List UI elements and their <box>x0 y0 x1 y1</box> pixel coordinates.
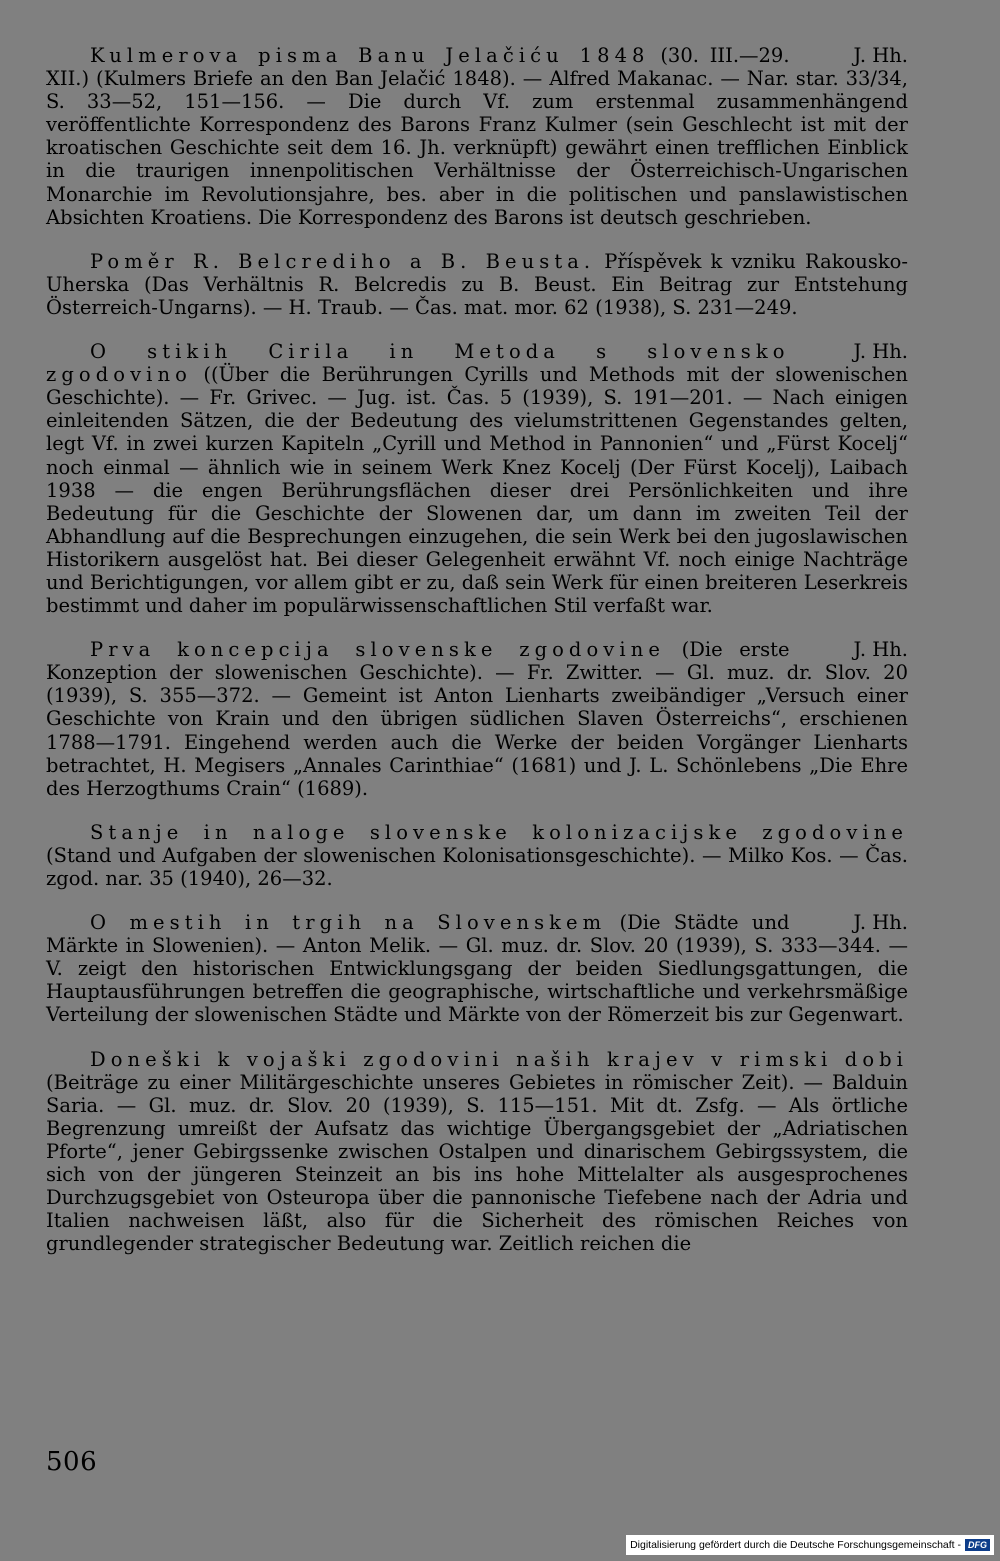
bibliography-entry-5 <box>46 821 908 890</box>
digitization-footer <box>626 1535 994 1555</box>
entry-paragraph <box>46 44 908 229</box>
page-number: 506 <box>46 1447 98 1477</box>
bibliography-entry-3 <box>46 340 908 617</box>
entry-signature: J. Hh. <box>853 340 908 364</box>
footer-text: Digitalisierung gefördert durch die Deutsche Forschungsgemeinschaft - <box>630 1539 961 1551</box>
entry-body: (30. III.—29. XII.) (Kulmers Briefe an den Ban Jelačić 1848). — Alfred Makanac. — Nar. star. 33/34, S. 33—52, 151—156. — Die durch Vf. zum erstenmal zusammenhängend veröffentlichte Korrespondenz des Barons Franz Kulmer (sein Geschlecht ist mit der kroatischen Geschichte seit dem 16. Jh. verknüpft) gewährt einen trefflichen Einblick in die traurigen innenpolitischen Verhältnisse der Österreichisch-Ungarischen Monarchie im Revolutionsjahre, bes. aber in die politischen und panslawistischen Absichten Kroatiens. Die Korrespondenz des Barons ist deutsch geschrieben. <box>46 44 908 229</box>
entry-title: Poměr R. Belcrediho a B. Beusta. <box>90 249 596 273</box>
entry-body: Příspěvek k vzniku Rakousko-Uherska (Das Verhältnis R. Belcredis zu B. Beust. Ein Beitrag zur Entstehung Österreich-Ungarns). — H. Traub. — Čas. mat. mor. 62 (1938), S. 231—249. <box>46 249 908 319</box>
bibliography-entry-7 <box>46 1048 908 1256</box>
entry-body: (Die Städte und Märkte in Slowenien). — Anton Melik. — Gl. muz. dr. Slov. 20 (1939), S. 333—344. — V. zeigt den historischen Entwicklungsgang der beiden Siedlungsgattungen, die Hauptausführungen betreffen die geographische, wirtschaftliche und verkehrsmäßige Verteilung der slowenischen Städte und Märkte von der Römerzeit bis zur Gegenwart. <box>46 911 908 1027</box>
entry-paragraph <box>46 250 908 319</box>
entry-title: Kulmerova pisma Banu Jelačiću 1848 <box>90 44 650 67</box>
entry-title: O stikih Cirila in Metoda s slovensko zgodovino <box>46 340 790 387</box>
entry-signature: J. Hh. <box>853 911 908 935</box>
bibliography-entry-4 <box>46 638 908 800</box>
entry-paragraph <box>46 821 908 890</box>
entry-title: O mestih in trgih na Slovenskem <box>90 911 607 935</box>
entry-title: Doneški k vojaški zgodovini naših krajev v rimski dobi <box>90 1047 908 1071</box>
entry-paragraph <box>46 911 908 1026</box>
bibliography-entry-2 <box>46 250 908 319</box>
entry-title: Stanje in naloge slovenske kolonizacijske zgodovine <box>90 820 908 844</box>
bibliography-entry-6 <box>46 911 908 1026</box>
entry-paragraph <box>46 340 908 617</box>
dfg-logo: DFG <box>965 1539 990 1551</box>
entry-body: (Stand und Aufgaben der slowenischen Kolonisationsgeschichte). — Milko Kos. — Čas. zgod. nar. 35 (1940), 26—32. <box>46 843 908 890</box>
entry-signature: J. Hh. <box>853 638 908 662</box>
bibliography-entry-1 <box>46 44 908 229</box>
entry-body: (Beiträge zu einer Militärgeschichte unseres Gebietes in römischer Zeit). — Balduin Saria. — Gl. muz. dr. Slov. 20 (1939), S. 115—151. Mit dt. Zsfg. — Als örtliche Begrenzung umreißt der Aufsatz das wichtige Übergangsgebiet der „Adriatischen Pforte“, jener Gebirgssenke zwischen Ostalpen und dinarischem Gebirgssystem, die sich von der jüngeren Steinzeit an bis ins hohe Mittelalter als ausgesprochenes Durchzugsgebiet von Osteuropa über die pannonische Tiefebene nach der Adria und Italien nachweisen läßt, also für die Sicherheit des römischen Reiches von grundlegender strategischer Bedeutung war. Zeitlich reichen die <box>46 1070 908 1256</box>
document-page <box>46 44 908 1276</box>
entry-title: Prva koncepcija slovenske zgodovine <box>90 638 665 662</box>
entry-paragraph <box>46 638 908 800</box>
entry-paragraph <box>46 1048 908 1256</box>
entry-signature: J. Hh. <box>853 44 908 67</box>
entry-body: (Die erste Konzeption der slowenischen Geschichte). — Fr. Zwitter. — Gl. muz. dr. Slov. 20 (1939), S. 355—372. — Gemeint ist Anton Lienharts zweibändiger „Versuch einer Geschichte von Krain und den übrigen südlichen Slaven Österreichs“, erschienen 1788—1791. Eingehend werden auch die Werke der beiden Vorgänger Lienharts betrachtet, H. Megisers „Annales Carinthiae“ (1681) und J. L. Schönlebens „Die Ehre des Herzogthums Crain“ (1689). <box>46 638 908 800</box>
entry-body: ((Über die Berührungen Cyrills und Methods mit der slowenischen Geschichte). — Fr. Grivec. — Jug. ist. Čas. 5 (1939), S. 191—201. — Nach einigen einleitenden Sätzen, die der Bedeutung des vielumstrittenen Gegenstandes gelten, legt Vf. in zwei kurzen Kapiteln „Cyrill und Method in Pannonien“ und „Fürst Kocelj“ noch einmal — ähnlich wie in seinem Werk Knez Kocelj (Der Fürst Kocelj), Laibach 1938 — die engen Berührungsflächen dieser drei Persönlichkeiten und ihre Bedeutung für die Geschichte der Slowenen dar, um dann im zweiten Teil der Abhandlung auf die Besprechungen einzugehen, die sein Werk bei den jugoslawischen Historikern ausgelöst hat. Bei dieser Gelegenheit erwähnt Vf. noch einige Nachträge und Berichtigungen, vor allem gibt er zu, daß sein Werk für einen breiteren Leserkreis bestimmt und daher im populärwissenschaftlichen Stil verfaßt war. <box>46 363 908 618</box>
